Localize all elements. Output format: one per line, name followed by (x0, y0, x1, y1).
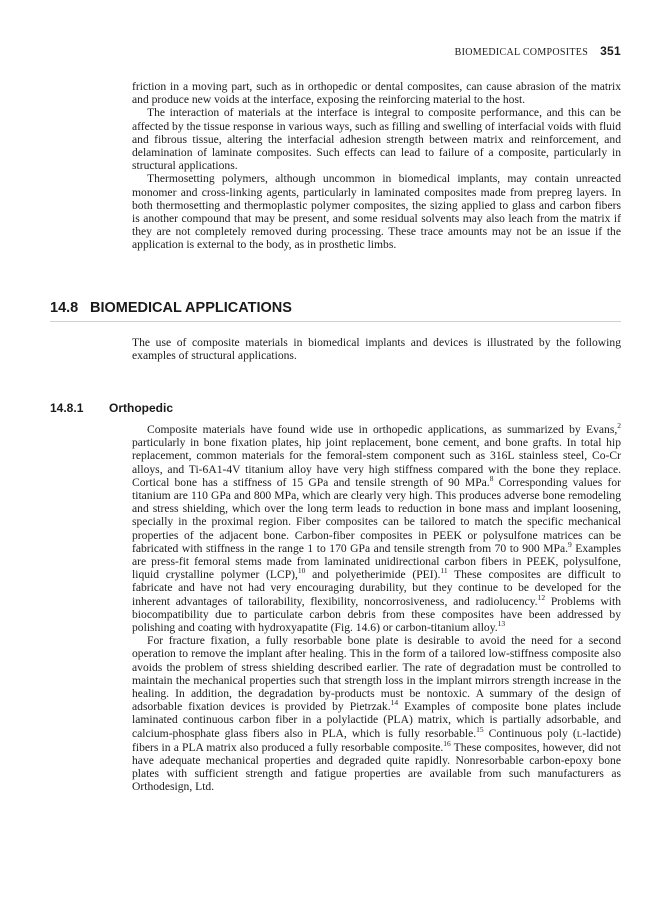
text-block-continued (132, 80, 621, 252)
citation: 12 (537, 592, 546, 602)
running-header (455, 44, 621, 58)
paragraph: The interaction of materials at the interface is integral to composite performance, and this can be affected by the tissue response in various ways, such as filling and swelling of interfacial voids with fluid and fibrous tissue, altering the interfacial adhesion strength between matrix and reinforcement, and delamination of laminate composites. Such effects can lead to failure of a composite, particularly in structural applications. (132, 106, 621, 173)
orthopedic-text (132, 423, 621, 794)
citation: 15 (476, 724, 484, 734)
section-intro (132, 336, 621, 362)
paragraph: friction in a moving part, such as in orthopedic or dental composites, can cause abrasion of the matrix and produce new voids at the interface, exposing the reinforcing material to the host. (132, 80, 621, 107)
subsection-title: Orthopedic (109, 401, 174, 415)
citation: 16 (443, 739, 451, 749)
subsection-number: 14.8.1 (50, 401, 84, 415)
citation: 10 (297, 566, 306, 576)
section-number: 14.8 (50, 300, 79, 316)
small-caps: L (576, 728, 583, 739)
citation: 8 (489, 473, 494, 483)
citation: 11 (440, 566, 448, 576)
section-title: BIOMEDICAL APPLICATIONS (90, 300, 292, 316)
paragraph: Composite materials have found wide use in orthopedic applications, as summarized by Evans,$^2$ particularly in bone fixation plates, hip joint replacement, bone cement, and bone grafts. In total hip replacement, common materials for the femoral-stem component such as 316L stainless steel, Co-Cr alloys, and Ti-6A1-4V titanium alloy have very high stiffness compared with the bone they replace. Cortical bone has a stiffness of 15 GPa and tensile strength of 90 MPa.$^8$ Corresponding values for titanium are 110 GPa and 800 MPa, which are clearly very high. This produces adverse bone remodeling and stress shielding, which over the long term leads to reduction in bone mass and implant loosening, specially in the proximal region. Fiber composites can be tailored to match the specific mechanical properties of the adjacent bone. Carbon-fiber composites in PEEK or polysulfone matrices can be fabricated with stiffness in the range 1 to 170 GPa and tensile strength from 70 to 900 MPa.$^9$ Examples are press-fit femoral stems made from laminated unidirectional carbon fibers in PEEK, polysulfone, liquid crystalline polymer (LCP),$^{10}$ and polyetherimide (PEI).$^{11}$ These composites are difficult to fabricate and have not had very encouraging durability, but they continue to be developed for the inherent advantages of tailorability, flexibility, noncorrosiveness, and radiolucency.$^{12}$ Problems with biocompatibility due to particulate carbon debris from these composites have been addressed by polishing and coating with hydroxyapatite (Fig. 14.6) or carbon-titanium alloy.$^{13}$ (132, 421, 621, 635)
running-title: BIOMEDICAL COMPOSITES (454, 47, 589, 58)
paragraph: The use of composite materials in biomedical implants and devices is illustrated by the following examples of structural applications. (132, 336, 621, 363)
page-number: 351 (600, 44, 621, 58)
section-heading (50, 300, 621, 322)
paragraph: For fracture fixation, a fully resorbable bone plate is desirable to avoid the need for a second operation to remove the implant after healing. This in the form of a tailored low-stiffness composite also avoids the problem of stress shielding described earlier. The rate of degradation must be controlled to maintain the mechanical properties such that strength loss in the implant mirrors strength increase in the healing. In addition, the degradation by-products must be nontoxic. A summary of the design of adsorbable fixation devices is provided by Pietrzak.$^{14}$ Examples of composite bone plates include laminated continuous carbon fiber in a polylactide (PLA) matrix, which is partially adsorbable, and calcium-phosphate glass fibers also in PLA, which is fully resorbable.$^{15}$ Continuous poly (L-lactide) fibers in a PLA matrix also produced a fully resorbable composite.$^{16}$ These composites, however, did not have adequate mechanical properties and degraded quite rapidly. Nonresorbable carbon-epoxy bone plates with sufficient strength and fatigue properties are available from such manufacturers as Orthodesign, Ltd. (132, 634, 622, 794)
citation: 13 (497, 619, 506, 629)
citation: 9 (568, 539, 572, 549)
citation: 14 (390, 698, 399, 708)
paragraph: Thermosetting polymers, although uncommon in biomedical implants, may contain unreacted monomer and cross-linking agents, particularly in laminated composites made from prepreg layers. In both thermosetting and thermoplastic polymer composites, the sizing applied to glass and carbon fibers is another compound that may be present, and some residual solvents may also leach from the matrix if they are not completely removed during processing. These trace amounts may not be an issue if the application is external to the body, as in prosthetic limbs. (132, 172, 621, 252)
citation: 2 (617, 421, 621, 431)
subsection-heading (50, 401, 173, 415)
